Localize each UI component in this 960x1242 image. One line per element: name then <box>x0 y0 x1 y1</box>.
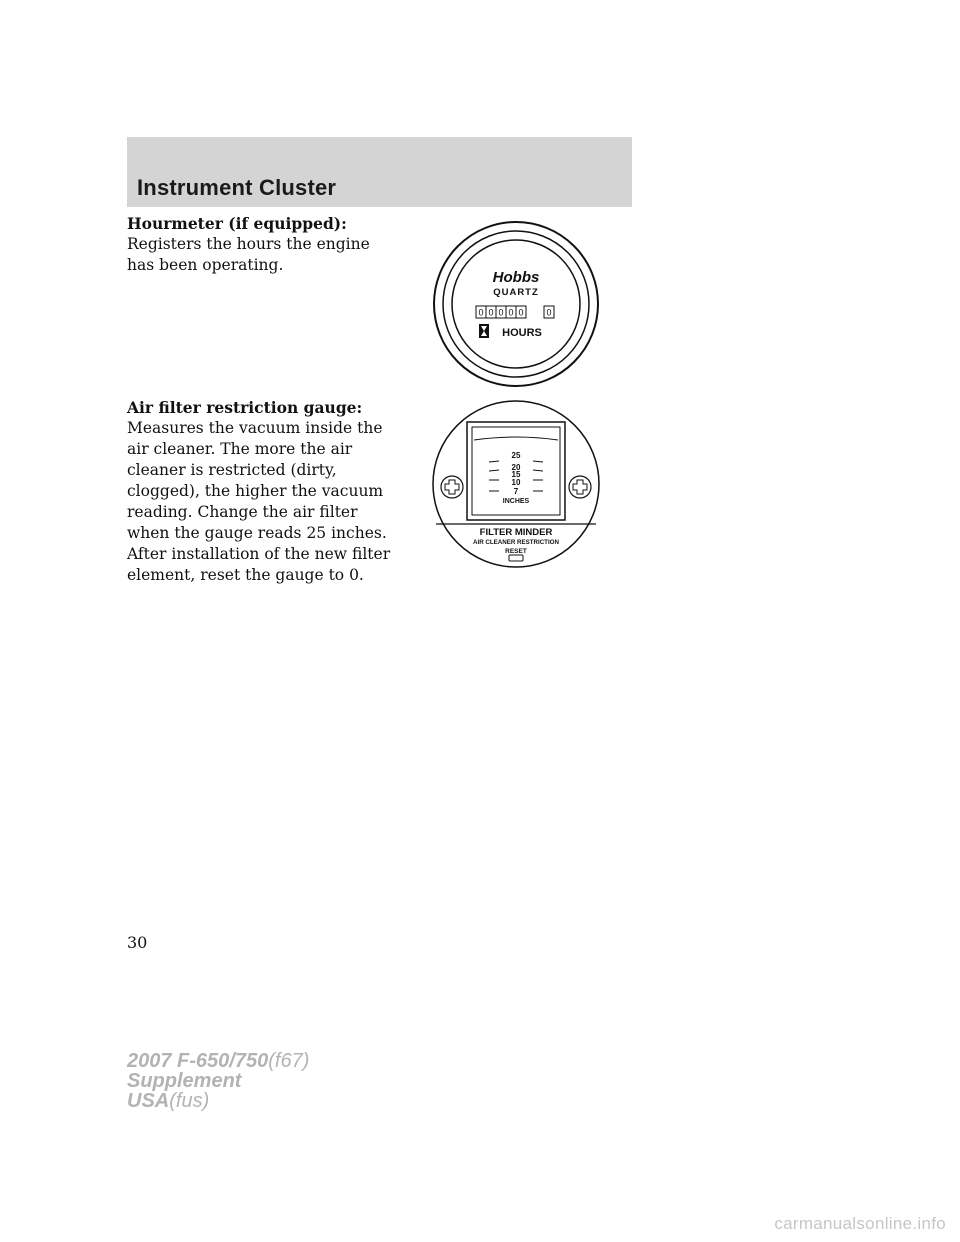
footer-market: USA <box>127 1090 170 1112</box>
hourmeter-brand: Hobbs <box>492 269 540 286</box>
page-number: 30 <box>127 933 148 952</box>
hourmeter-subtitle: QUARTZ <box>493 287 539 298</box>
filter-scale-label: 20 <box>511 463 521 472</box>
footer-market-code: (fus) <box>169 1090 210 1112</box>
air-filter-gauge-illustration <box>432 400 600 568</box>
hourglass-icon <box>479 324 489 338</box>
hourmeter-tenths-digit: 0 <box>546 307 552 318</box>
hourmeter-face <box>452 240 580 368</box>
filter-scale-label: 7 <box>513 487 519 496</box>
filter-gauge-title: FILTER MINDER <box>479 527 553 538</box>
document-footer <box>127 1051 309 1111</box>
footer-doc-type: Supplement <box>127 1070 242 1092</box>
filter-scale-label: 15 <box>511 470 521 479</box>
hourmeter-digit: 0 <box>478 307 484 318</box>
chapter-title: Instrument Cluster <box>137 175 337 200</box>
watermark: carmanualsonline.info <box>774 1214 946 1233</box>
filter-scale-label: 10 <box>511 478 521 487</box>
filter-scale-label: 25 <box>511 451 521 460</box>
right-screw-icon <box>569 476 591 498</box>
air-filter-heading: Air filter restriction gauge: <box>127 398 363 417</box>
left-screw-icon <box>441 476 463 498</box>
filter-scale-unit: INCHES <box>502 498 530 505</box>
reset-label: RESET <box>505 548 527 555</box>
hourmeter-digit: 0 <box>508 307 514 318</box>
reset-button <box>509 555 523 561</box>
footer-model-code: (f67) <box>268 1050 310 1072</box>
hourmeter-unit: HOURS <box>502 327 542 339</box>
hourmeter-heading: Hourmeter (if equipped): <box>127 214 347 233</box>
footer-model: 2007 F-650/750 <box>127 1050 269 1072</box>
hourmeter-digit: 0 <box>518 307 524 318</box>
hourmeter-section <box>127 213 397 276</box>
air-filter-description: Measures the vacuum inside the air cleaner. The more the air cleaner is restricted (dirty, clogged), the higher the vacuum reading. Change the air filter when the gauge reads 25 inches. After installation of the new filter element, reset the gauge to 0. <box>127 419 391 584</box>
filter-gauge-subtitle: AIR CLEANER RESTRICTION <box>473 539 559 546</box>
hourmeter-digit: 0 <box>498 307 504 318</box>
hourmeter-digit: 0 <box>488 307 494 318</box>
chapter-header-band <box>127 137 632 207</box>
air-filter-section <box>127 397 397 586</box>
hourmeter-illustration <box>432 220 600 388</box>
hourmeter-description: Registers the hours the engine has been operating. <box>127 235 370 274</box>
